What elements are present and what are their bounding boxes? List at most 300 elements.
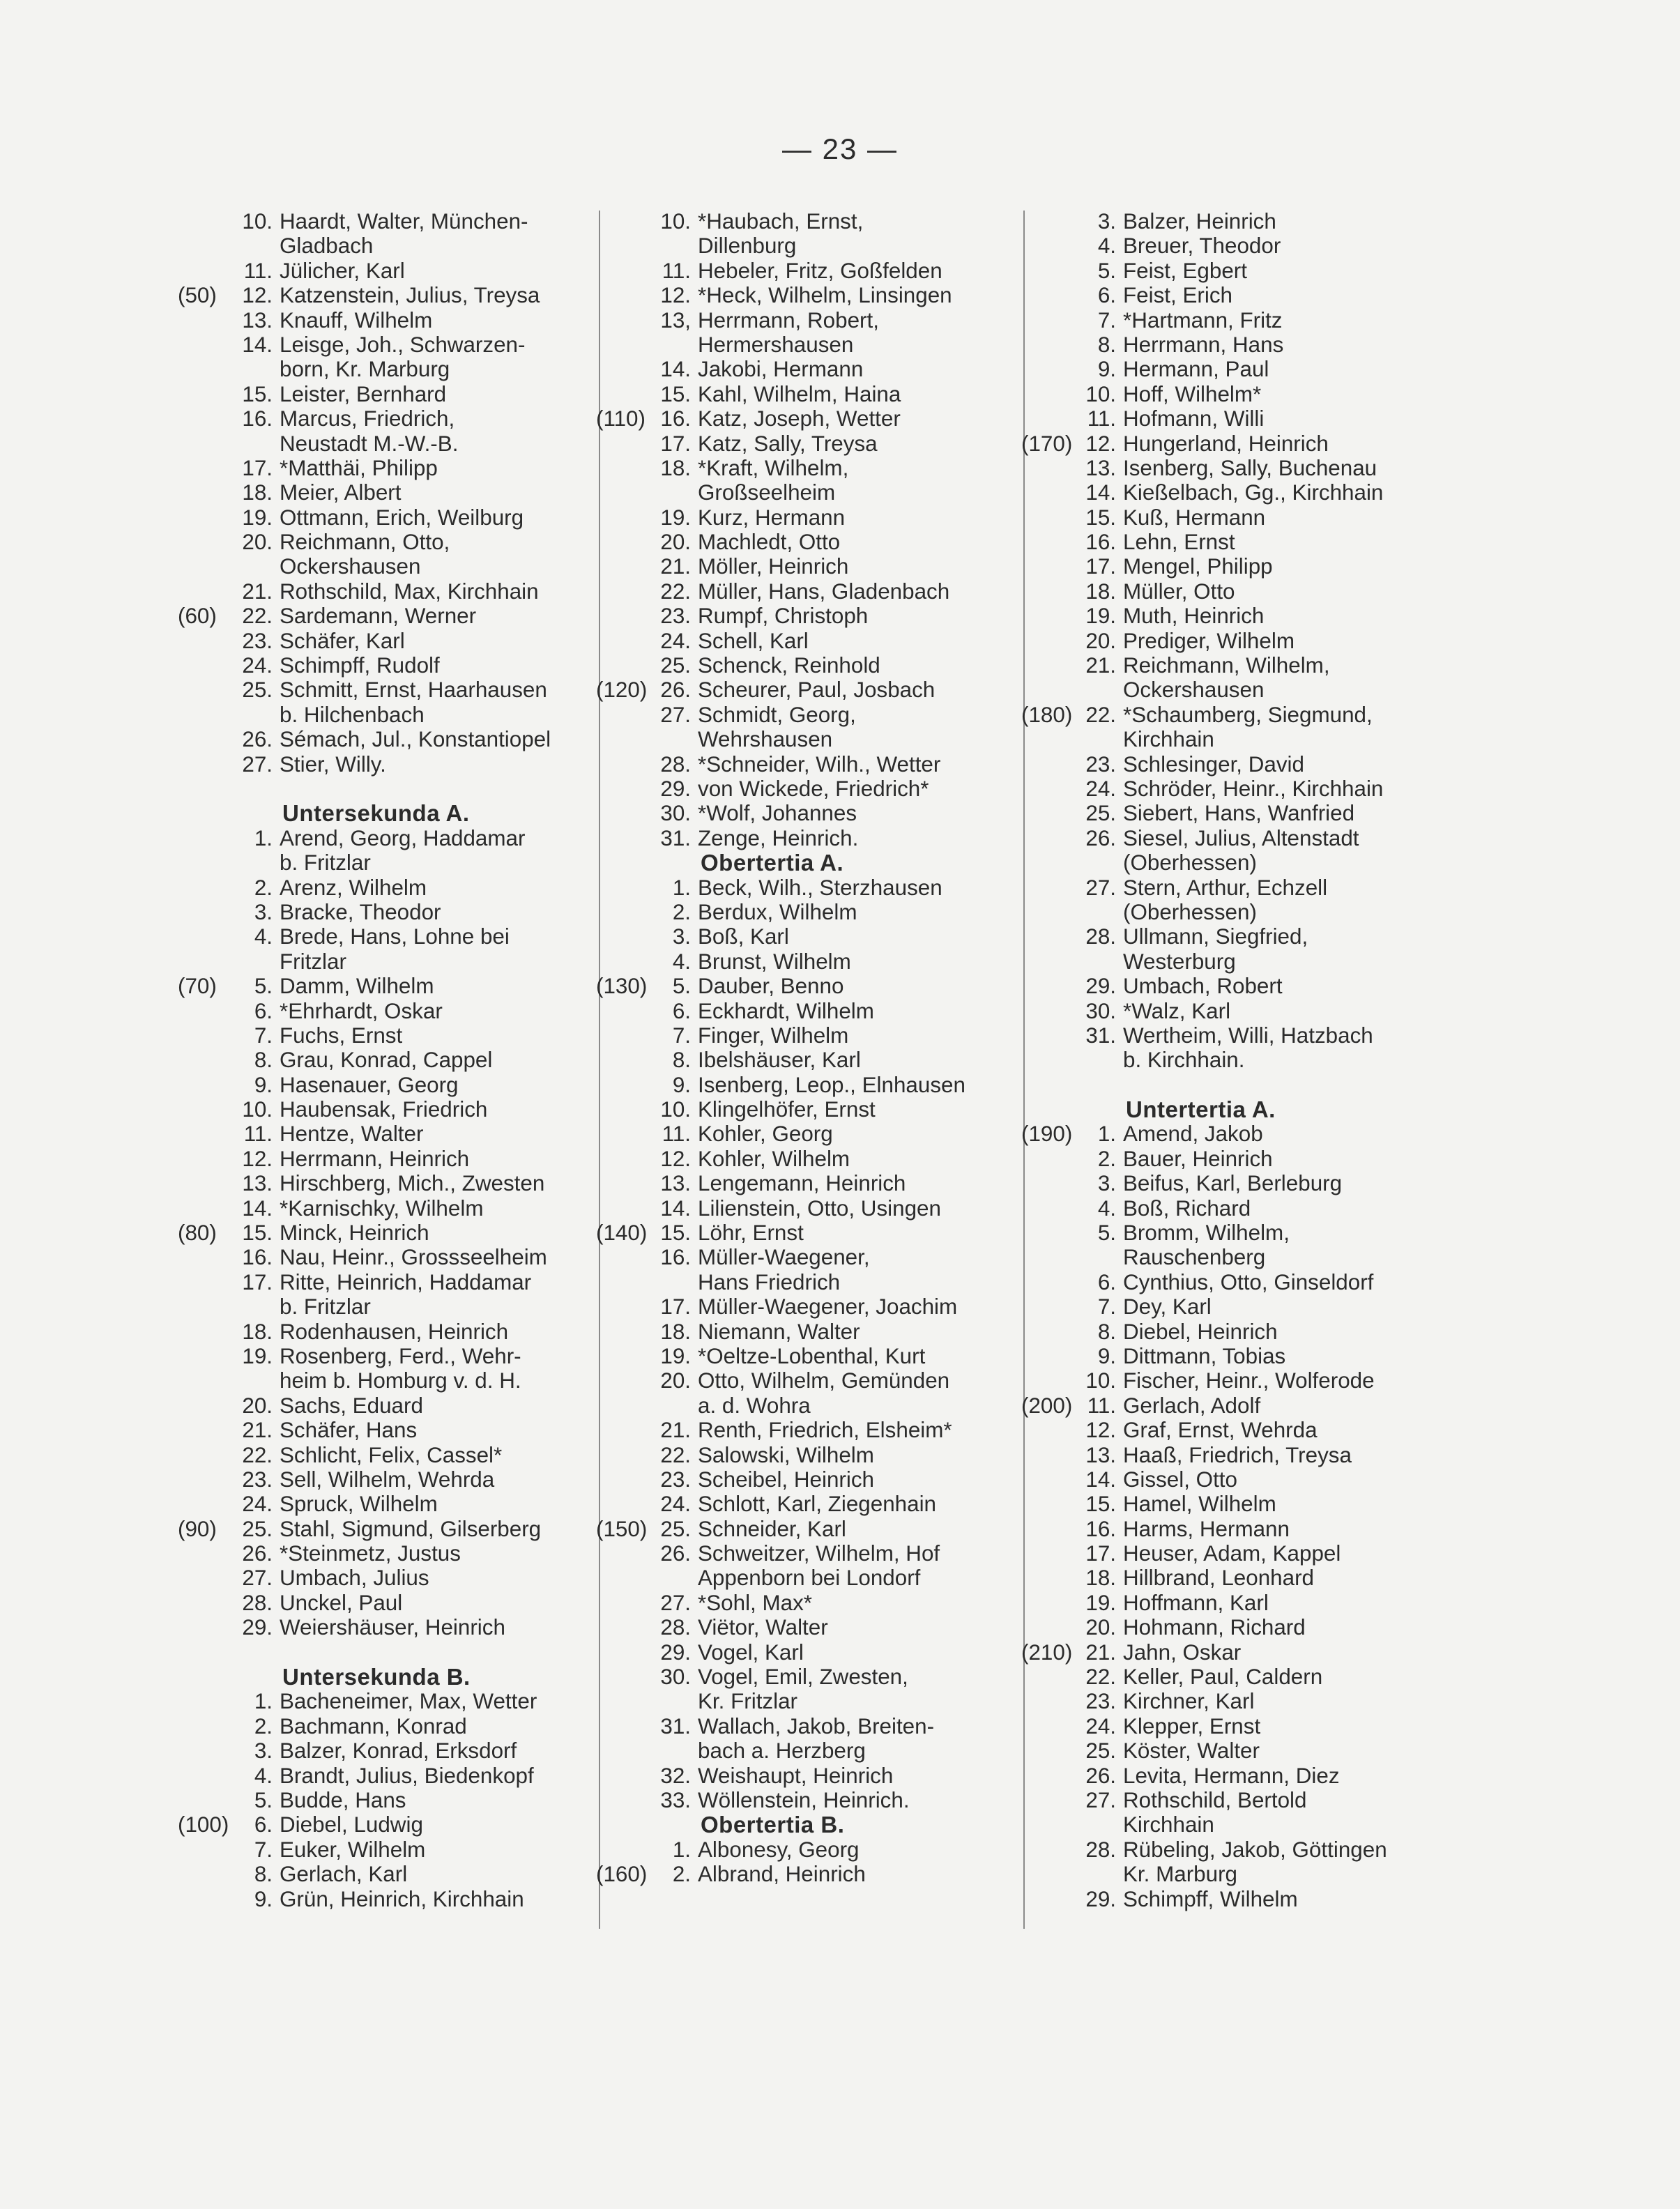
- student-name: Boß, Richard: [1123, 1195, 1251, 1221]
- student-name: Klepper, Ernst: [1123, 1713, 1261, 1738]
- running-count: (150): [596, 1516, 648, 1541]
- running-count: (140): [596, 1221, 648, 1246]
- student-name: Rothschild, Max, Kirchhain: [280, 579, 539, 604]
- entry-number: 7.: [254, 1837, 273, 1862]
- student-entry: [596, 727, 1021, 751]
- entry-number: 29.: [660, 776, 691, 801]
- student-name: Rosenberg, Ferd., Wehr-: [280, 1343, 521, 1368]
- entry-number: 31.: [660, 825, 691, 850]
- entry-number: 13.: [242, 307, 273, 333]
- student-name: Schlott, Karl, Ziegenhain: [698, 1492, 937, 1517]
- student-name: b. Hilchenbach: [280, 702, 425, 727]
- student-name: Leisge, Joh., Schwarzen-: [280, 332, 526, 357]
- entry-number: 4.: [254, 1763, 273, 1788]
- student-entry: [178, 1171, 596, 1195]
- student-entry: [1021, 234, 1453, 258]
- entry-number: 22.: [242, 1442, 273, 1467]
- entry-number: 26.: [242, 727, 273, 752]
- student-entry: [178, 1714, 596, 1738]
- student-name: Rumpf, Christoph: [698, 604, 869, 629]
- student-name: Damm, Wilhelm: [280, 974, 434, 999]
- student-name: Schimpff, Rudolf: [280, 653, 440, 678]
- student-entry: [1021, 1245, 1453, 1269]
- student-name: Rauschenberg: [1123, 1245, 1266, 1270]
- student-name: Beck, Wilh., Sterzhausen: [698, 875, 942, 900]
- student-name: Bauer, Heinrich: [1123, 1146, 1273, 1171]
- student-name: Kohler, Wilhelm: [698, 1146, 850, 1171]
- student-entry: [1021, 1517, 1453, 1541]
- entry-number: 22.: [1085, 1665, 1116, 1690]
- student-entry: [178, 283, 596, 307]
- entry-number: 6.: [1097, 1269, 1116, 1294]
- student-name: Kahl, Wilhelm, Haina: [698, 381, 901, 406]
- running-count: (210): [1021, 1639, 1073, 1665]
- student-name: Leister, Bernhard: [280, 381, 447, 406]
- entry-number: 21.: [1085, 653, 1116, 678]
- student-entry: [178, 505, 596, 530]
- entry-number: 29.: [660, 1639, 691, 1665]
- student-entry: [1021, 1196, 1453, 1221]
- entry-number: 2.: [672, 899, 691, 924]
- entry-number: 17.: [1085, 554, 1116, 579]
- student-name: *Heck, Wilhelm, Linsingen: [698, 283, 952, 308]
- student-name: Schenck, Reinhold: [698, 653, 880, 678]
- entry-number: 18.: [242, 1319, 273, 1344]
- student-name: Heuser, Adam, Kappel: [1123, 1541, 1341, 1566]
- entry-number: 24.: [1085, 776, 1116, 801]
- student-entry: [178, 1541, 596, 1566]
- student-name: bach a. Herzberg: [698, 1738, 866, 1764]
- student-name: Herrmann, Heinrich: [280, 1146, 470, 1171]
- student-entry: [596, 308, 1021, 333]
- entry-number: 16.: [1085, 530, 1116, 555]
- student-entry: [178, 554, 596, 579]
- student-name: Hermann, Paul: [1123, 357, 1269, 382]
- entry-number: 27.: [242, 751, 273, 777]
- student-name: Brede, Hans, Lohne bei: [280, 924, 510, 949]
- student-name: a. d. Wohra: [698, 1393, 811, 1418]
- student-name: Kr. Fritzlar: [698, 1689, 798, 1714]
- student-name: Balzer, Heinrich: [1123, 209, 1276, 234]
- entry-number: 24.: [242, 1492, 273, 1517]
- entry-number: 15.: [242, 1221, 273, 1246]
- student-name: Schlicht, Felix, Cassel*: [280, 1442, 503, 1467]
- student-name: Niemann, Walter: [698, 1319, 860, 1344]
- student-name: Ritte, Heinrich, Haddamar: [280, 1269, 532, 1294]
- running-count: (60): [178, 604, 217, 629]
- student-entry: [1021, 1122, 1453, 1146]
- student-entry: [1021, 900, 1453, 924]
- student-name: Arenz, Wilhelm: [280, 875, 427, 900]
- student-name: Diebel, Ludwig: [280, 1812, 423, 1837]
- student-name: *Oeltze-Lobenthal, Kurt: [698, 1343, 926, 1368]
- student-name: Kießelbach, Gg., Kirchhain: [1123, 480, 1384, 505]
- entry-number: 10.: [1085, 381, 1116, 406]
- student-name: Schmidt, Georg,: [698, 702, 856, 727]
- entry-number: 21.: [1085, 1639, 1116, 1665]
- student-entry: [596, 1689, 1021, 1713]
- student-entry: [178, 1147, 596, 1171]
- student-name: *Sohl, Max*: [698, 1590, 813, 1615]
- student-entry: [178, 653, 596, 678]
- entry-number: 13.: [242, 1171, 273, 1196]
- student-entry: [1021, 1764, 1453, 1788]
- student-name: Nau, Heinr., Grossseelheim: [280, 1245, 547, 1270]
- student-name: Wallach, Jakob, Breiten-: [698, 1713, 935, 1738]
- student-entry: [596, 579, 1021, 604]
- student-name: Sachs, Eduard: [280, 1393, 423, 1418]
- student-list-column-3: [1021, 209, 1453, 1911]
- entry-number: 1.: [254, 825, 273, 850]
- entry-number: 2.: [1097, 1146, 1116, 1171]
- student-name: Fuchs, Ernst: [280, 1023, 403, 1048]
- student-entry: [178, 1320, 596, 1344]
- student-entry: [596, 1073, 1021, 1097]
- entry-number: 17.: [242, 1269, 273, 1294]
- student-entry: [178, 1862, 596, 1886]
- entry-number: 11.: [662, 1122, 691, 1147]
- entry-number: 21.: [242, 1418, 273, 1443]
- entry-number: 23.: [242, 1467, 273, 1492]
- student-entry: [1021, 1541, 1453, 1566]
- student-entry: [1021, 333, 1453, 357]
- spacer: [178, 1640, 596, 1665]
- student-name: Budde, Hans: [280, 1788, 406, 1812]
- student-entry: [596, 1738, 1021, 1763]
- student-entry: [178, 234, 596, 258]
- student-name: Hillbrand, Leonhard: [1123, 1566, 1314, 1591]
- student-name: Neustadt M.-W.-B.: [280, 431, 459, 456]
- student-entry: [178, 1517, 596, 1541]
- student-name: Prediger, Wilhelm: [1123, 628, 1295, 653]
- student-name: Feist, Erich: [1123, 283, 1232, 308]
- student-name: Kohler, Georg: [698, 1122, 833, 1147]
- student-entry: [178, 1393, 596, 1418]
- student-name: Köster, Walter: [1123, 1738, 1260, 1764]
- student-entry: [1021, 1862, 1453, 1886]
- student-entry: [596, 1418, 1021, 1442]
- entry-number: 15.: [660, 381, 691, 406]
- entry-number: 11.: [243, 258, 273, 283]
- student-entry: [1021, 1147, 1453, 1171]
- entry-number: 27.: [660, 702, 691, 727]
- student-entry: [178, 530, 596, 554]
- entry-number: 30.: [660, 1665, 691, 1690]
- student-name: b. Fritzlar: [280, 850, 371, 876]
- student-entry: [178, 333, 596, 357]
- student-name: Wöllenstein, Heinrich.: [698, 1788, 910, 1812]
- student-entry: [1021, 1738, 1453, 1763]
- student-entry: [596, 924, 1021, 949]
- student-entry: [1021, 1443, 1453, 1467]
- entry-number: 7.: [1097, 307, 1116, 333]
- student-entry: [178, 1418, 596, 1442]
- student-name: Salowski, Wilhelm: [698, 1442, 874, 1467]
- student-name: Hamel, Wilhelm: [1123, 1492, 1276, 1517]
- student-entry: [178, 357, 596, 381]
- student-name: *Matthäi, Philipp: [280, 455, 438, 480]
- student-name: Hungerland, Heinrich: [1123, 431, 1329, 456]
- student-name: Klingelhöfer, Ernst: [698, 1097, 876, 1122]
- entry-number: 18.: [1085, 579, 1116, 604]
- student-entry: [1021, 1368, 1453, 1393]
- student-entry: [1021, 505, 1453, 530]
- student-name: Schröder, Heinr., Kirchhain: [1123, 776, 1384, 801]
- entry-number: 13.: [660, 1171, 691, 1196]
- student-entry: [1021, 801, 1453, 825]
- student-entry: [178, 850, 596, 875]
- entry-number: 28.: [1085, 924, 1116, 949]
- student-name: Schneider, Karl: [698, 1516, 846, 1541]
- student-name: Möller, Heinrich: [698, 554, 849, 579]
- student-name: Kuß, Hermann: [1123, 505, 1266, 530]
- student-entry: [596, 1517, 1021, 1541]
- student-name: Müller-Waegener, Joachim: [698, 1294, 958, 1320]
- student-name: Weishaupt, Heinrich: [698, 1763, 894, 1788]
- class-heading: Obertertia B.: [701, 1812, 845, 1838]
- entry-number: 22.: [242, 604, 273, 629]
- student-name: Ockershausen: [280, 554, 421, 579]
- student-name: Reichmann, Otto,: [280, 530, 450, 555]
- student-entry: [596, 1023, 1021, 1048]
- student-name: Ullmann, Siegfried,: [1123, 924, 1308, 949]
- student-name: Rothschild, Bertold: [1123, 1788, 1307, 1812]
- student-name: Cynthius, Otto, Ginseldorf: [1123, 1269, 1374, 1294]
- student-entry: [178, 1467, 596, 1492]
- student-entry: [1021, 876, 1453, 900]
- student-name: Bacheneimer, Max, Wetter: [280, 1689, 537, 1714]
- student-name: Wehrshausen: [698, 727, 833, 752]
- running-count: (180): [1021, 702, 1073, 727]
- student-entry: [178, 1837, 596, 1862]
- student-entry: [1021, 678, 1453, 702]
- entry-number: 17.: [242, 455, 273, 480]
- entry-number: 17.: [660, 1294, 691, 1320]
- student-name: Dillenburg: [698, 234, 797, 259]
- student-entry: [596, 1221, 1021, 1245]
- student-name: Haardt, Walter, München-: [280, 209, 528, 234]
- entry-number: 27.: [660, 1590, 691, 1615]
- entry-number: 9.: [254, 1886, 273, 1911]
- student-entry: [1021, 283, 1453, 307]
- entry-number: 9.: [1097, 357, 1116, 382]
- student-name: Fischer, Heinr., Wolferode: [1123, 1368, 1375, 1393]
- student-name: Muth, Heinrich: [1123, 604, 1265, 629]
- student-entry: [596, 406, 1021, 431]
- student-entry: [596, 431, 1021, 456]
- student-entry: [596, 1196, 1021, 1221]
- entry-number: 16.: [660, 1245, 691, 1270]
- entry-number: 18.: [660, 455, 691, 480]
- entry-number: 14.: [1085, 1467, 1116, 1492]
- student-entry: [596, 949, 1021, 974]
- student-entry: [1021, 1837, 1453, 1862]
- student-name: Hentze, Walter: [280, 1122, 424, 1147]
- entry-number: 19.: [242, 505, 273, 530]
- entry-number: 3.: [254, 899, 273, 924]
- student-entry: [596, 1492, 1021, 1516]
- student-entry: [596, 1615, 1021, 1639]
- student-name: Kirchner, Karl: [1123, 1689, 1255, 1714]
- student-entry: [596, 752, 1021, 777]
- entry-number: 20.: [242, 1393, 273, 1418]
- entry-number: 15.: [1085, 505, 1116, 530]
- student-entry: [178, 678, 596, 702]
- entry-number: 13,: [660, 307, 691, 333]
- student-entry: [1021, 1640, 1453, 1665]
- entry-number: 8.: [672, 1048, 691, 1073]
- entry-number: 14.: [242, 1195, 273, 1221]
- student-name: Minck, Heinrich: [280, 1221, 429, 1246]
- entry-number: 8.: [1097, 332, 1116, 357]
- student-name: Ibelshäuser, Karl: [698, 1048, 861, 1073]
- student-name: Bachmann, Konrad: [280, 1713, 467, 1738]
- student-name: Großseelheim: [698, 480, 836, 505]
- student-entry: [178, 1566, 596, 1590]
- student-name: Bracke, Theodor: [280, 899, 441, 924]
- student-entry: [1021, 1591, 1453, 1615]
- student-name: Schäfer, Karl: [280, 628, 405, 653]
- student-entry: [1021, 1320, 1453, 1344]
- entry-number: 10.: [242, 1097, 273, 1122]
- student-name: born, Kr. Marburg: [280, 357, 450, 382]
- entry-number: 5.: [672, 974, 691, 999]
- entry-number: 25.: [242, 678, 273, 703]
- student-entry: [596, 1097, 1021, 1122]
- student-entry: [596, 1862, 1021, 1886]
- student-name: *Wolf, Johannes: [698, 801, 857, 826]
- student-name: Hebeler, Fritz, Goßfelden: [698, 258, 942, 283]
- student-name: Spruck, Wilhelm: [280, 1492, 438, 1517]
- student-name: Isenberg, Leop., Elnhausen: [698, 1072, 965, 1097]
- student-entry: [1021, 579, 1453, 604]
- student-entry: [596, 678, 1021, 702]
- entry-number: 11.: [1087, 1393, 1116, 1418]
- student-name: Dauber, Benno: [698, 974, 844, 999]
- entry-number: 3.: [1097, 209, 1116, 234]
- entry-number: 2.: [254, 875, 273, 900]
- student-name: Hoffmann, Karl: [1123, 1590, 1269, 1615]
- student-entry: [178, 431, 596, 456]
- student-entry: [596, 999, 1021, 1023]
- student-entry: [596, 1788, 1021, 1812]
- student-entry: [596, 900, 1021, 924]
- entry-number: 26.: [1085, 1763, 1116, 1788]
- student-entry: [1021, 703, 1453, 727]
- student-entry: [596, 209, 1021, 234]
- entry-number: 29.: [1085, 974, 1116, 999]
- student-entry: [1021, 604, 1453, 628]
- student-name: Brandt, Julius, Biedenkopf: [280, 1763, 534, 1788]
- student-name: Viëtor, Walter: [698, 1615, 828, 1640]
- entry-number: 6.: [1097, 283, 1116, 308]
- entry-number: 23.: [660, 604, 691, 629]
- student-entry: [178, 629, 596, 653]
- student-entry: [596, 703, 1021, 727]
- student-entry: [1021, 1714, 1453, 1738]
- student-name: Hofmann, Willi: [1123, 406, 1265, 431]
- running-count: (50): [178, 283, 217, 308]
- student-entry: [1021, 1171, 1453, 1195]
- student-entry: [1021, 777, 1453, 801]
- entry-number: 21.: [242, 579, 273, 604]
- student-name: Herrmann, Robert,: [698, 307, 879, 333]
- entry-number: 33.: [660, 1788, 691, 1812]
- entry-number: 22.: [660, 1442, 691, 1467]
- student-entry: [178, 1887, 596, 1911]
- student-name: Weiershäuser, Heinrich: [280, 1615, 505, 1640]
- student-name: Lilienstein, Otto, Usingen: [698, 1195, 941, 1221]
- student-entry: [596, 1640, 1021, 1665]
- student-entry: [178, 1443, 596, 1467]
- student-entry: [1021, 554, 1453, 579]
- student-name: Ockershausen: [1123, 678, 1265, 703]
- entry-number: 10.: [1085, 1368, 1116, 1393]
- entry-number: 25.: [660, 1516, 691, 1541]
- student-entry: [596, 801, 1021, 825]
- student-entry: [178, 1344, 596, 1368]
- entry-number: 10.: [242, 209, 273, 234]
- student-entry: [178, 209, 596, 234]
- entry-number: 14.: [660, 1195, 691, 1221]
- student-name: Siesel, Julius, Altenstadt: [1123, 825, 1359, 850]
- student-entry: [178, 480, 596, 505]
- entry-number: 2.: [254, 1713, 273, 1738]
- student-entry: [1021, 1344, 1453, 1368]
- student-name: Amend, Jakob: [1123, 1122, 1263, 1147]
- entry-number: 6.: [254, 998, 273, 1023]
- entry-number: 1.: [1097, 1122, 1116, 1147]
- student-entry: [596, 1566, 1021, 1590]
- student-entry: [596, 1147, 1021, 1171]
- student-name: *Steinmetz, Justus: [280, 1541, 461, 1566]
- student-entry: [178, 1738, 596, 1763]
- student-name: Boß, Karl: [698, 924, 789, 949]
- entry-number: 6.: [672, 998, 691, 1023]
- entry-number: 1.: [672, 875, 691, 900]
- student-entry: [178, 876, 596, 900]
- entry-number: 3.: [1097, 1171, 1116, 1196]
- student-name: Lengemann, Heinrich: [698, 1171, 906, 1196]
- student-entry: [1021, 456, 1453, 480]
- student-name: Sell, Wilhelm, Wehrda: [280, 1467, 495, 1492]
- student-entry: [596, 1294, 1021, 1319]
- student-name: Müller, Otto: [1123, 579, 1235, 604]
- student-entry: [178, 1097, 596, 1122]
- student-entry: [1021, 974, 1453, 998]
- student-entry: [178, 1196, 596, 1221]
- entry-number: 5.: [1097, 258, 1116, 283]
- entry-number: 23.: [1085, 1689, 1116, 1714]
- entry-number: 4.: [1097, 234, 1116, 259]
- entry-number: 26.: [1085, 825, 1116, 850]
- student-name: Stahl, Sigmund, Gilserberg: [280, 1516, 542, 1541]
- entry-number: 24.: [242, 653, 273, 678]
- entry-number: 11.: [1087, 406, 1116, 431]
- entry-number: 5.: [1097, 1221, 1116, 1246]
- entry-number: 20.: [660, 1368, 691, 1393]
- entry-number: 14.: [1085, 480, 1116, 505]
- student-name: Euker, Wilhelm: [280, 1837, 426, 1862]
- entry-number: 26.: [660, 1541, 691, 1566]
- entry-number: 23.: [242, 628, 273, 653]
- class-heading: Untersekunda B.: [282, 1664, 471, 1690]
- student-entry: [596, 777, 1021, 801]
- student-name: Levita, Hermann, Diez: [1123, 1763, 1340, 1788]
- student-name: Jakobi, Hermann: [698, 357, 864, 382]
- student-entry: [178, 1788, 596, 1812]
- spacer: [178, 777, 596, 801]
